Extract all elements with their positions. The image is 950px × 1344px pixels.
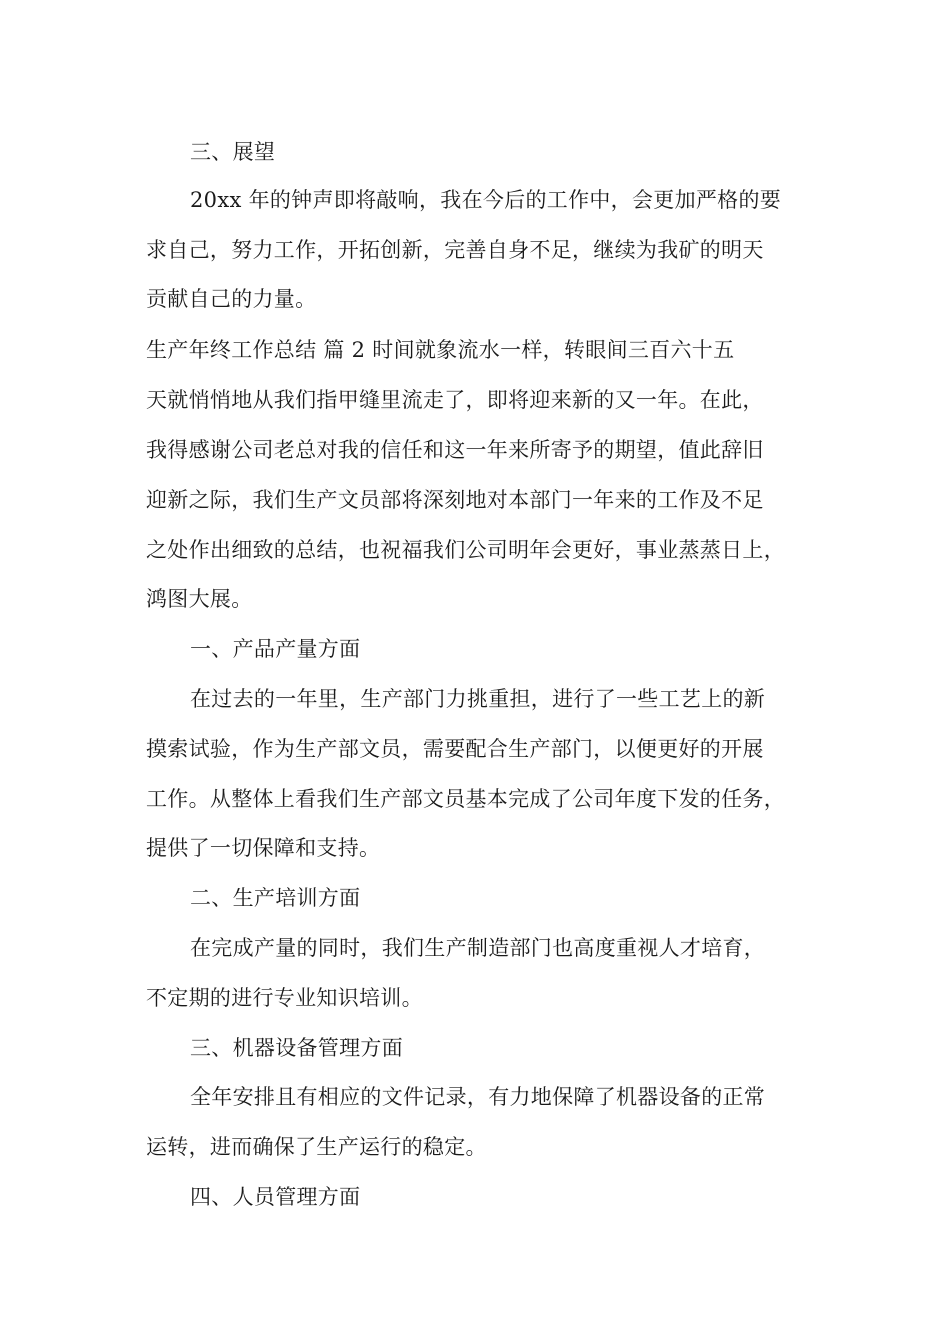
- section-title-line: 生产年终工作总结 篇 2 时间就象流水一样，转眼间三百六十五: [146, 338, 735, 362]
- heading-personnel: 四、人员管理方面: [190, 1185, 361, 1209]
- paragraph-line: 鸿图大展。: [146, 587, 253, 611]
- paragraph-line: 在完成产量的同时，我们生产制造部门也高度重视人才培育，: [190, 936, 766, 960]
- heading-equipment: 三、机器设备管理方面: [190, 1036, 403, 1060]
- paragraph-line: 之处作出细致的总结，也祝福我们公司明年会更好，事业蒸蒸日上，: [146, 538, 785, 562]
- paragraph-line: 20xx 年的钟声即将敲响，我在今后的工作中，会更加严格的要: [190, 188, 782, 212]
- paragraph-line: 工作。从整体上看我们生产部文员基本完成了公司年度下发的任务，: [146, 787, 785, 811]
- paragraph-line: 天就悄悄地从我们指甲缝里流走了，即将迎来新的又一年。在此，: [146, 388, 764, 412]
- paragraph-line: 我得感谢公司老总对我的信任和这一年来所寄予的期望，值此辞旧: [146, 438, 764, 462]
- paragraph-line: 迎新之际，我们生产文员部将深刻地对本部门一年来的工作及不足: [146, 488, 764, 512]
- heading-product-output: 一、产品产量方面: [190, 637, 361, 661]
- paragraph-line: 摸索试验，作为生产部文员，需要配合生产部门，以便更好的开展: [146, 737, 764, 761]
- paragraph-line: 贡献自己的力量。: [146, 287, 317, 311]
- paragraph-line: 求自己，努力工作，开拓创新，完善自身不足，继续为我矿的明天: [146, 238, 764, 262]
- paragraph-line: 不定期的进行专业知识培训。: [146, 986, 423, 1010]
- heading-training: 二、生产培训方面: [190, 886, 361, 910]
- paragraph-line: 提供了一切保障和支持。: [146, 836, 381, 860]
- paragraph-line: 在过去的一年里，生产部门力挑重担，进行了一些工艺上的新: [190, 687, 766, 711]
- heading-outlook: 三、展望: [190, 140, 276, 164]
- paragraph-line: 运转，进而确保了生产运行的稳定。: [146, 1135, 487, 1159]
- paragraph-line: 全年安排且有相应的文件记录，有力地保障了机器设备的正常: [190, 1085, 766, 1109]
